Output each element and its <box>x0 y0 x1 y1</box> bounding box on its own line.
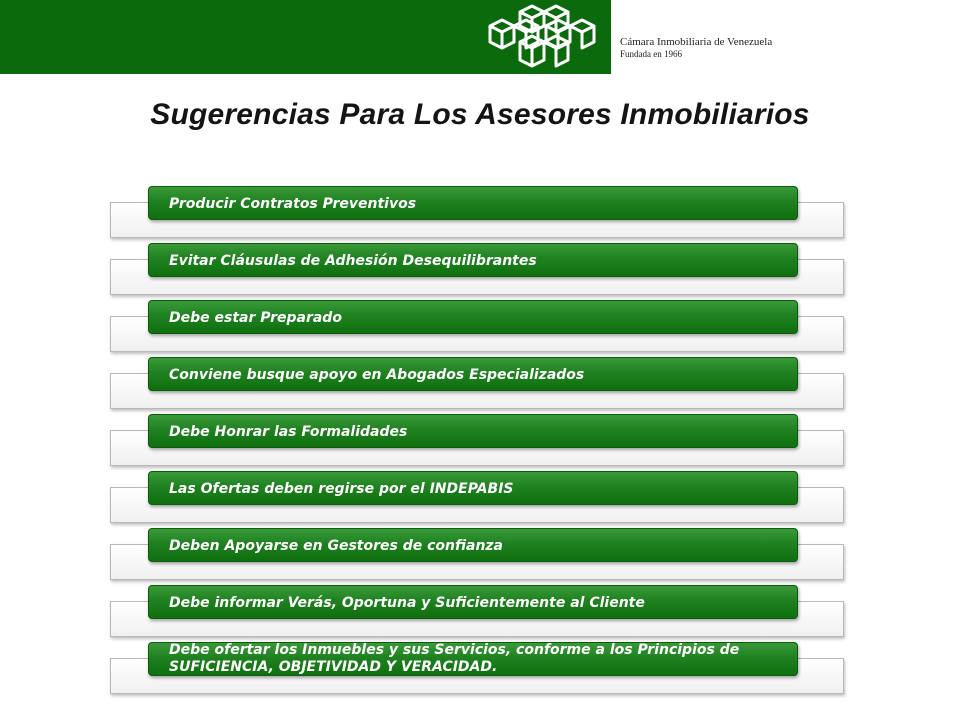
suggestion-row <box>0 642 960 698</box>
suggestion-label: Conviene busque apoyo en Abogados Especializados <box>148 357 798 391</box>
suggestion-row <box>0 528 960 584</box>
suggestion-row <box>0 243 960 299</box>
suggestion-row <box>0 357 960 413</box>
suggestion-row <box>0 186 960 242</box>
organization-info <box>620 36 772 60</box>
suggestion-row <box>0 471 960 527</box>
suggestion-label: Debe informar Verás, Oportuna y Suficientemente al Cliente <box>148 585 798 619</box>
suggestion-label: Producir Contratos Preventivos <box>148 186 798 220</box>
suggestion-row <box>0 585 960 641</box>
suggestion-label: Las Ofertas deben regirse por el INDEPABIS <box>148 471 798 505</box>
suggestion-label: Debe ofertar los Inmuebles y sus Servicios, conforme a los Principios de SUFICIENCIA, OBJETIVIDAD Y VERACIDAD. <box>148 642 798 676</box>
organization-name: Cámara Inmobiliaria de Venezuela <box>620 36 773 48</box>
suggestion-label: Deben Apoyarse en Gestores de confianza <box>148 528 798 562</box>
suggestion-label: Evitar Cláusulas de Adhesión Desequilibrantes <box>148 243 798 277</box>
suggestion-row <box>0 414 960 470</box>
suggestion-row <box>0 300 960 356</box>
founded-date: Fundada en 1966 <box>620 49 682 59</box>
suggestion-label: Debe Honrar las Formalidades <box>148 414 798 448</box>
suggestion-label: Debe estar Preparado <box>148 300 798 334</box>
page-title: Sugerencias Para Los Asesores Inmobiliarios <box>150 98 810 131</box>
stacked-cubes-icon <box>486 2 608 72</box>
